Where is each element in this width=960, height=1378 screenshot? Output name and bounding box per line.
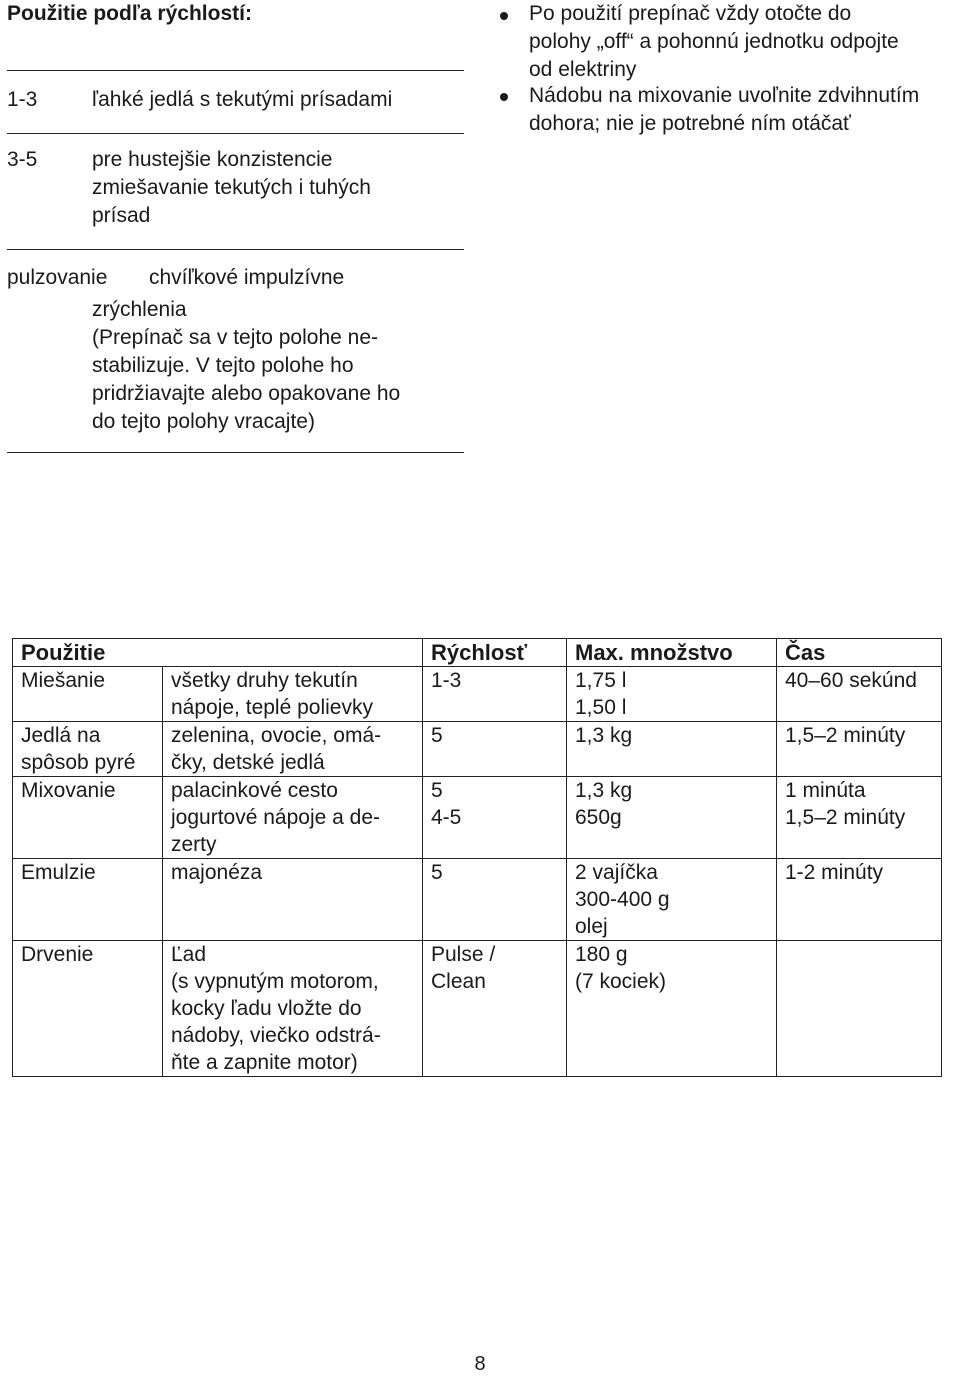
table-row (13, 722, 942, 777)
divider (7, 452, 464, 453)
header-max-quantity: Max. množstvo (567, 639, 777, 667)
cell-time: 1,5–2 minúty (777, 722, 942, 777)
usage-table (12, 638, 942, 1077)
cell-time: 40–60 sekúnd (777, 667, 942, 722)
cell-time: 1 minúta 1,5–2 minúty (777, 777, 942, 859)
cell-speed: 5 4-5 (423, 777, 567, 859)
cell-usage: Drvenie (13, 941, 163, 1077)
divider (7, 70, 464, 71)
cell-speed: Pulse / Clean (423, 941, 567, 1077)
speed-setting-1-3: 1-3 (7, 88, 38, 111)
cell-desc: majonéza (163, 859, 423, 941)
instruction-item: Nádobu na mixovanie uvoľnite zdvihnutím dohora; nie je potrebné ním otáčať (529, 84, 920, 135)
cell-speed: 1-3 (423, 667, 567, 722)
speed-setting-3-5: 3-5 (7, 148, 38, 171)
cell-max: 180 g (7 kociek) (567, 941, 777, 1077)
header-time: Čas (777, 639, 942, 667)
bullet-icon (500, 93, 508, 101)
instruction-item: Po použití prepínač vždy otočte do polohy „off“ a pohonnú jednotku odpojte od elektriny (529, 2, 899, 81)
table-row (13, 859, 942, 941)
cell-usage: Mixovanie (13, 777, 163, 859)
speed-desc-3-5: pre hustejšie konzistencie zmiešavanie tekutých i tuhých prísad (92, 148, 371, 227)
table-row (13, 777, 942, 859)
cell-desc: palacinkové cesto jogurtové nápoje a de- zerty (163, 777, 423, 859)
table-header-row (13, 639, 942, 667)
speed-setting-pulse: pulzovanie (7, 266, 108, 289)
cell-speed: 5 (423, 859, 567, 941)
divider (7, 133, 464, 134)
cell-max: 1,75 l 1,50 l (567, 667, 777, 722)
header-speed: Rýchlosť (423, 639, 567, 667)
bullet-icon (500, 12, 508, 20)
speed-desc-1-3: ľahké jedlá s tekutými prísadami (92, 88, 393, 111)
table-row (13, 941, 942, 1077)
speed-desc-pulse-rest: zrýchlenia (Prepínač sa v tejto polohe ne- stabilizuje. V tejto polohe ho pridržiavajte alebo opakovane ho do tejto polohy vracajte) (92, 298, 401, 433)
cell-desc: všetky druhy tekutín nápoje, teplé polievky (163, 667, 423, 722)
cell-time (777, 941, 942, 1077)
cell-max: 1,3 kg (567, 722, 777, 777)
cell-desc: Ľad (s vypnutým motorom, kocky ľadu vložte do nádoby, viečko odstrá- ňte a zapnite motor) (163, 941, 423, 1077)
cell-desc: zelenina, ovocie, omá- čky, detské jedlá (163, 722, 423, 777)
cell-usage: Miešanie (13, 667, 163, 722)
cell-max: 1,3 kg 650g (567, 777, 777, 859)
cell-usage: Jedlá na spôsob pyré (13, 722, 163, 777)
speed-section-title: Použitie podľa rýchlostí: (7, 2, 252, 25)
header-empty (163, 639, 423, 667)
cell-usage: Emulzie (13, 859, 163, 941)
divider (7, 249, 464, 250)
cell-speed: 5 (423, 722, 567, 777)
table-row (13, 667, 942, 722)
header-usage: Použitie (13, 639, 163, 667)
cell-max: 2 vajíčka 300-400 g olej (567, 859, 777, 941)
speed-desc-pulse-first: chvíľkové impulzívne (149, 266, 345, 289)
cell-time: 1-2 minúty (777, 859, 942, 941)
page-number: 8 (474, 1353, 486, 1375)
